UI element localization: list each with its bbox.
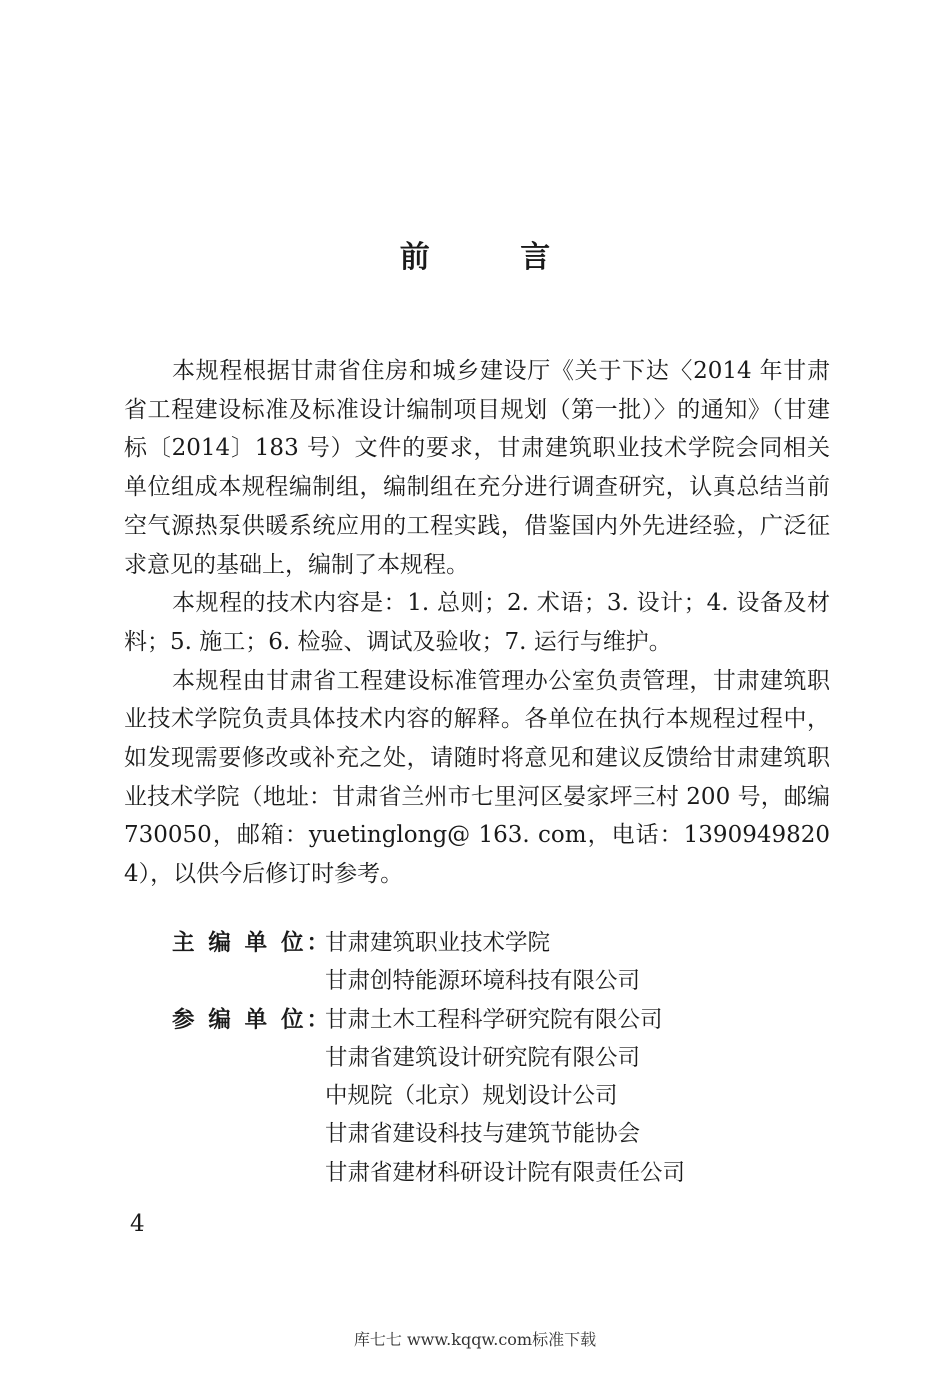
chief-units-label: 主 编 单 位： bbox=[172, 930, 332, 956]
participating-units-list bbox=[325, 1001, 852, 1192]
footer-watermark: 库七七 www.kqqw.com标准下载 bbox=[353, 1330, 597, 1349]
chief-units-row bbox=[172, 924, 852, 1001]
participating-unit-2: 甘肃省建筑设计研究院有限公司 bbox=[325, 1044, 641, 1071]
chief-units-list bbox=[325, 924, 852, 1001]
preface-body bbox=[124, 352, 830, 894]
participating-unit-1: 甘肃土木工程科学研究院有限公司 bbox=[325, 1006, 663, 1033]
preface-paragraph-2: 本规程的技术内容是：1. 总则；2. 术语；3. 设计；4. 设备及材料；5. 施工；6. 检验、调试及验收；7. 运行与维护。 bbox=[124, 590, 830, 655]
editorial-units bbox=[172, 924, 852, 1192]
page-number: 4 bbox=[130, 1211, 145, 1237]
participating-unit-4: 甘肃省建设科技与建筑节能协会 bbox=[325, 1121, 641, 1148]
participating-unit-5: 甘肃省建材科研设计院有限责任公司 bbox=[325, 1159, 686, 1186]
participating-unit-3: 中规院（北京）规划设计公司 bbox=[325, 1083, 618, 1110]
participating-units-label: 参 编 单 位： bbox=[172, 1006, 332, 1033]
preface-paragraph-3: 本规程由甘肃省工程建设标准管理办公室负责管理，甘肃建筑职业技术学院负责具体技术内容的解释。各单位在执行本规程过程中，如发现需要修改或补充之处，请随时将意见和建议反馈给甘肃建筑职业技术学院（地址：甘肃省兰州市七里河区晏家坪三村 200 号，邮编 730050，邮箱：yuetinglong@ 163. com，电话：13909498204），以供今后修订时参考。 bbox=[124, 667, 830, 888]
chief-unit-1: 甘肃建筑职业技术学院 bbox=[325, 930, 551, 956]
page-title: 前 言 bbox=[399, 240, 591, 275]
preface-paragraph-1: 本规程根据甘肃省住房和城乡建设厅《关于下达〈2014 年甘肃省工程建设标准及标准设计编制项目规划（第一批）〉的通知》（甘建标〔2014〕183 号）文件的要求，甘肃建筑职业技术学院会同相关单位组成本规程编制组，编制组在充分进行调查研究，认真总结当前空气源热泵供暖系统应用的工程实践，借鉴国内外先进经验，广泛征求意见的基础上，编制了本规程。 bbox=[124, 358, 830, 578]
chief-unit-2: 甘肃创特能源环境科技有限公司 bbox=[325, 968, 641, 995]
participating-units-row bbox=[172, 1001, 852, 1192]
